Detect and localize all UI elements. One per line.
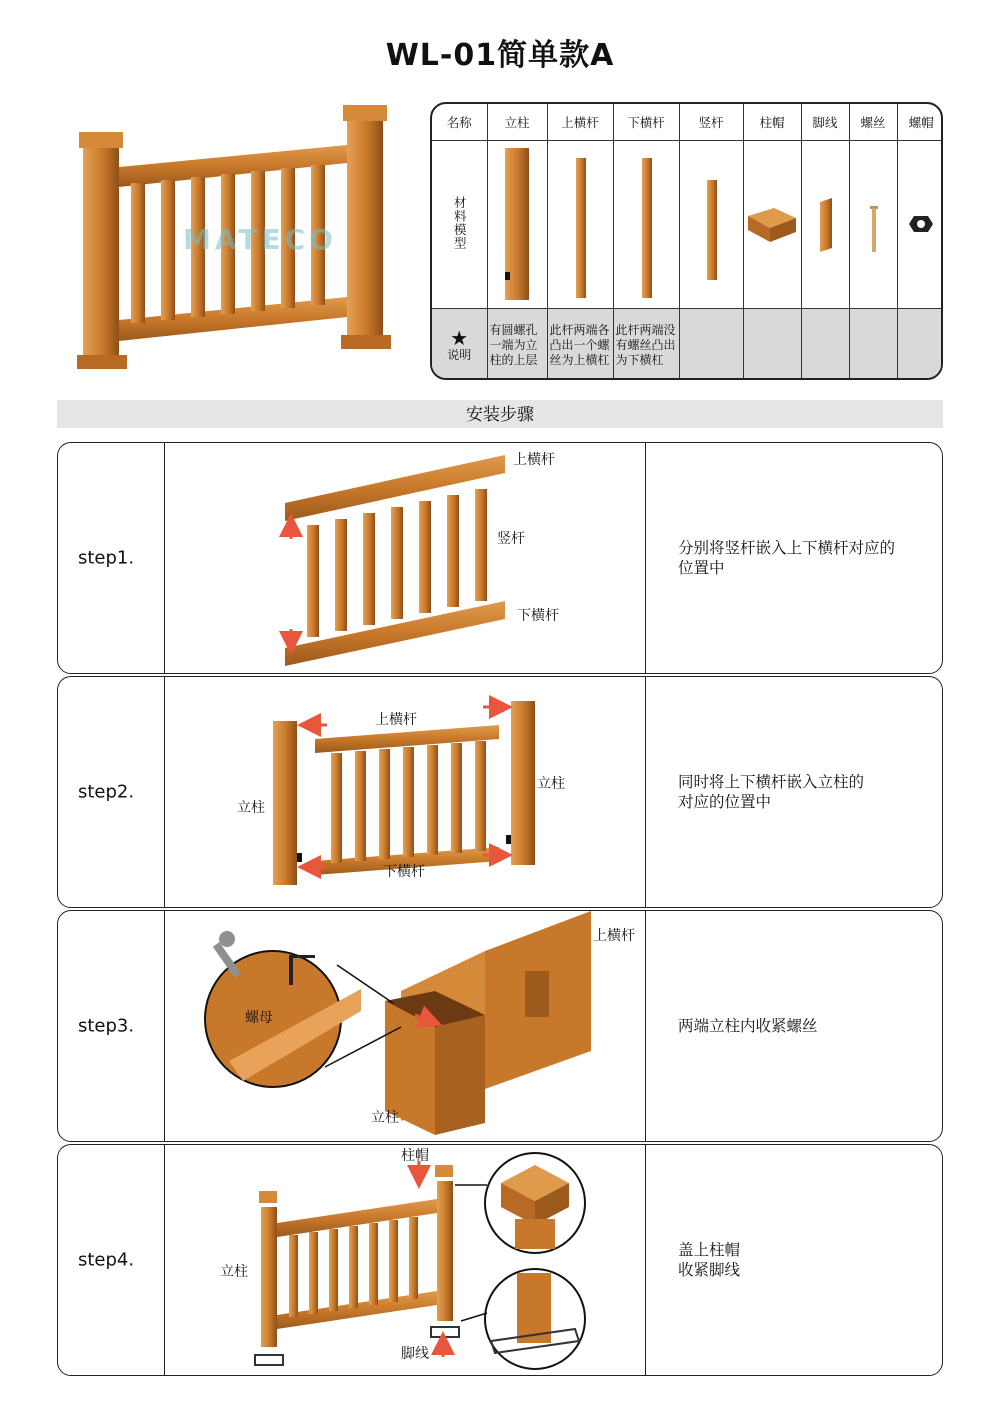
callout-nut: 螺母 bbox=[245, 1010, 273, 1026]
screw-note bbox=[849, 308, 897, 380]
callout-bottom-rail: 下横杆 bbox=[517, 608, 559, 624]
bottom-rail-model-image bbox=[613, 140, 679, 308]
nut-model-image bbox=[897, 140, 943, 308]
callout-post: 立柱 bbox=[220, 1264, 248, 1280]
step-3-description: 两端立柱内收紧螺丝 bbox=[678, 1017, 818, 1035]
section-title: 安装步骤 bbox=[57, 400, 943, 428]
callout-skirt: 脚线 bbox=[401, 1346, 429, 1362]
callout-post: 立柱 bbox=[371, 1110, 399, 1126]
step-label: step4. bbox=[78, 1249, 135, 1271]
step-4-illustration bbox=[165, 1145, 646, 1375]
column-header-skirt: 脚线 bbox=[801, 104, 849, 140]
post-note: 有圆螺孔一端为立柱的上层 bbox=[487, 308, 547, 380]
step-4-description: 盖上柱帽 收紧脚线 bbox=[678, 1241, 741, 1279]
callout-post-left: 立柱 bbox=[237, 800, 265, 816]
top-rail-note: 此杆两端各凸出一个螺丝为上横杠 bbox=[547, 308, 613, 380]
callout-top-rail: 上横杆 bbox=[593, 928, 635, 944]
callout-top-rail: 上横杆 bbox=[375, 712, 417, 728]
column-header-top-rail: 上横杆 bbox=[547, 104, 613, 140]
column-header-baluster: 竖杆 bbox=[679, 104, 743, 140]
step-label: step3. bbox=[78, 1015, 135, 1037]
baluster-model-image bbox=[679, 140, 743, 308]
step-2-description: 同时将上下横杆嵌入立柱的 对应的位置中 bbox=[678, 773, 865, 811]
column-header-nut: 螺帽 bbox=[897, 104, 943, 140]
step-4-row bbox=[57, 1144, 943, 1376]
post-cap-model-image bbox=[743, 140, 801, 308]
skirt-note bbox=[801, 308, 849, 380]
note-label-cell: ★ 说明 bbox=[432, 308, 487, 380]
callout-post-cap: 柱帽 bbox=[401, 1148, 429, 1164]
top-rail-model-image bbox=[547, 140, 613, 308]
bottom-rail-note: 此杆两端没有螺丝凸出为下横杠 bbox=[613, 308, 679, 380]
step-2-illustration bbox=[165, 677, 646, 907]
step-2-row bbox=[57, 676, 943, 908]
post-cap-note bbox=[743, 308, 801, 380]
column-header-bottom-rail: 下横杆 bbox=[613, 104, 679, 140]
nut-note bbox=[897, 308, 943, 380]
callout-top-rail: 上横杆 bbox=[513, 452, 555, 468]
column-header-post-cap: 柱帽 bbox=[743, 104, 801, 140]
hero-railing-image bbox=[75, 105, 395, 375]
column-header-screw: 螺丝 bbox=[849, 104, 897, 140]
column-header-post: 立柱 bbox=[487, 104, 547, 140]
step-3-illustration bbox=[165, 911, 646, 1141]
callout-bottom-rail: 下横杆 bbox=[383, 864, 425, 880]
model-label-cell: 材料模型 bbox=[432, 140, 487, 308]
page-title: WL-01简单款A bbox=[385, 38, 615, 73]
callout-post-right: 立柱 bbox=[537, 776, 565, 792]
post-model-image bbox=[487, 140, 547, 308]
step-1-row bbox=[57, 442, 943, 674]
step-label: step1. bbox=[78, 547, 135, 569]
step-3-row bbox=[57, 910, 943, 1142]
materials-table bbox=[430, 102, 943, 380]
screw-model-image bbox=[849, 140, 897, 308]
baluster-note bbox=[679, 308, 743, 380]
star-icon: ★ bbox=[450, 325, 469, 350]
watermark: MATECO bbox=[183, 223, 337, 256]
skirt-model-image bbox=[801, 140, 849, 308]
step-1-description: 分别将竖杆嵌入上下横杆对应的 位置中 bbox=[678, 539, 896, 577]
step-label: step2. bbox=[78, 781, 135, 803]
callout-baluster: 竖杆 bbox=[497, 531, 525, 547]
header-name-cell: 名称 bbox=[432, 104, 487, 140]
step-1-illustration bbox=[165, 443, 646, 673]
